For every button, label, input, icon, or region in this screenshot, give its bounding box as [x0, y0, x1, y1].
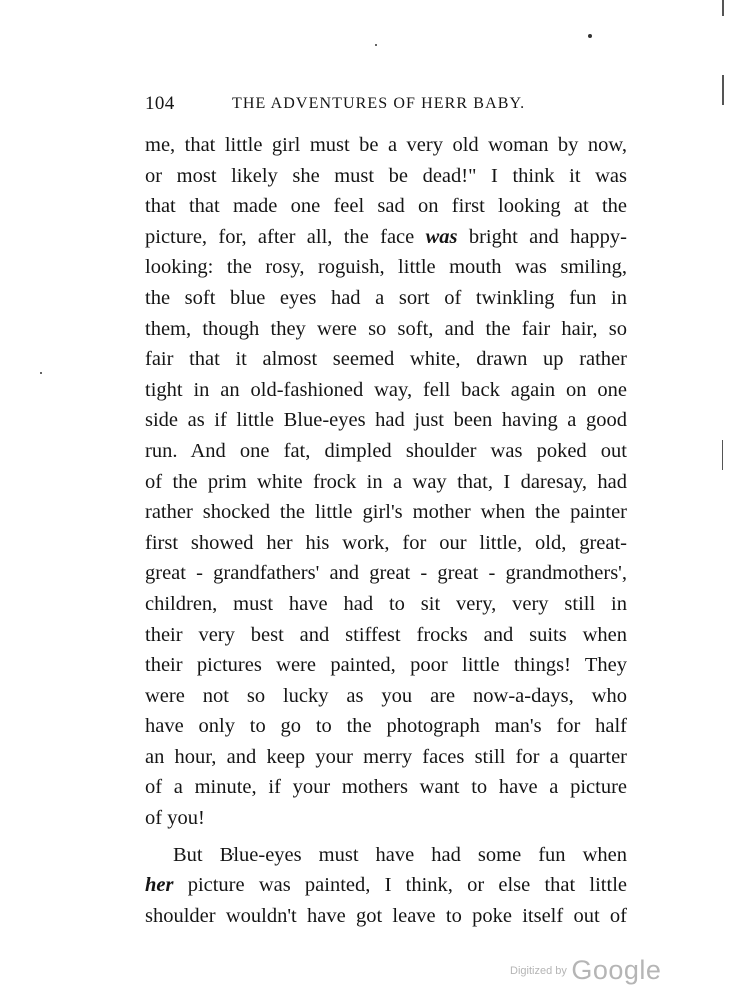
running-head — [145, 92, 625, 116]
paragraph-end-line: of you! — [145, 807, 205, 830]
google-logo: Google — [571, 955, 662, 985]
text-line: great - grandfathers' and great - great - grandmothers', — [145, 562, 627, 585]
emphasis: her — [145, 874, 174, 897]
text-line: tight in an old-fashioned way, fell back again on one — [145, 378, 627, 401]
text-line: me, that little girl must be a very old woman by now, — [145, 134, 627, 156]
scan-edge-mark — [722, 0, 724, 16]
text-line: her picture was painted, I think, or else that little — [145, 874, 627, 897]
ink-speck — [588, 34, 592, 38]
body-text — [145, 130, 627, 931]
text-line: run. And one fat, dimpled shoulder was poked out — [145, 439, 627, 462]
text-line: rather shocked the little girl's mother when the painter — [145, 501, 627, 524]
scan-edge-mark — [722, 440, 723, 470]
text-line: them, though they were so soft, and the fair hair, so — [145, 317, 627, 340]
text-line: first showed her his work, for our little, old, great- — [145, 531, 627, 554]
digitized-by-google-watermark — [510, 955, 661, 986]
text-line: the soft blue eyes had a sort of twinkling fun in — [145, 286, 627, 309]
text-line: an hour, and keep your merry faces still for a quarter — [145, 745, 627, 768]
scan-edge-mark — [722, 75, 724, 105]
text-line: their very best and stiffest frocks and suits when — [145, 623, 627, 646]
text-line: have only to go to the photograph man's for half — [145, 715, 627, 738]
text-line: of a minute, if your mothers want to have a picture — [145, 776, 627, 799]
text-line: were not so lucky as you are now-a-days, who — [145, 684, 627, 707]
ink-speck — [375, 44, 377, 46]
paragraph-start-line: But Blue-eyes must have had some fun when — [173, 843, 627, 866]
text-line: their pictures were painted, poor little things! They — [145, 654, 627, 677]
text-line: of the prim white frock in a way that, I daresay, had — [145, 470, 627, 493]
text-line: looking: the rosy, roguish, little mouth was smiling, — [145, 256, 627, 279]
text-line: that that made one feel sad on first looking at the — [145, 195, 627, 218]
text-line: fair that it almost seemed white, drawn up rather — [145, 348, 627, 371]
page-number: 104 — [145, 93, 175, 114]
ink-speck — [40, 372, 42, 374]
text-line: or most likely she must be dead!" I think it was — [145, 164, 627, 187]
emphasis: was — [425, 225, 458, 248]
watermark-prefix: Digitized by — [510, 965, 567, 977]
text-line: children, must have had to sit very, very still in — [145, 592, 627, 615]
text-line: picture, for, after all, the face was bright and happy- — [145, 225, 627, 248]
text-line: side as if little Blue-eyes had just been having a good — [145, 409, 627, 432]
text-line: shoulder wouldn't have got leave to poke itself out of — [145, 904, 627, 927]
book-title: THE ADVENTURES OF HERR BABY. — [232, 95, 526, 112]
